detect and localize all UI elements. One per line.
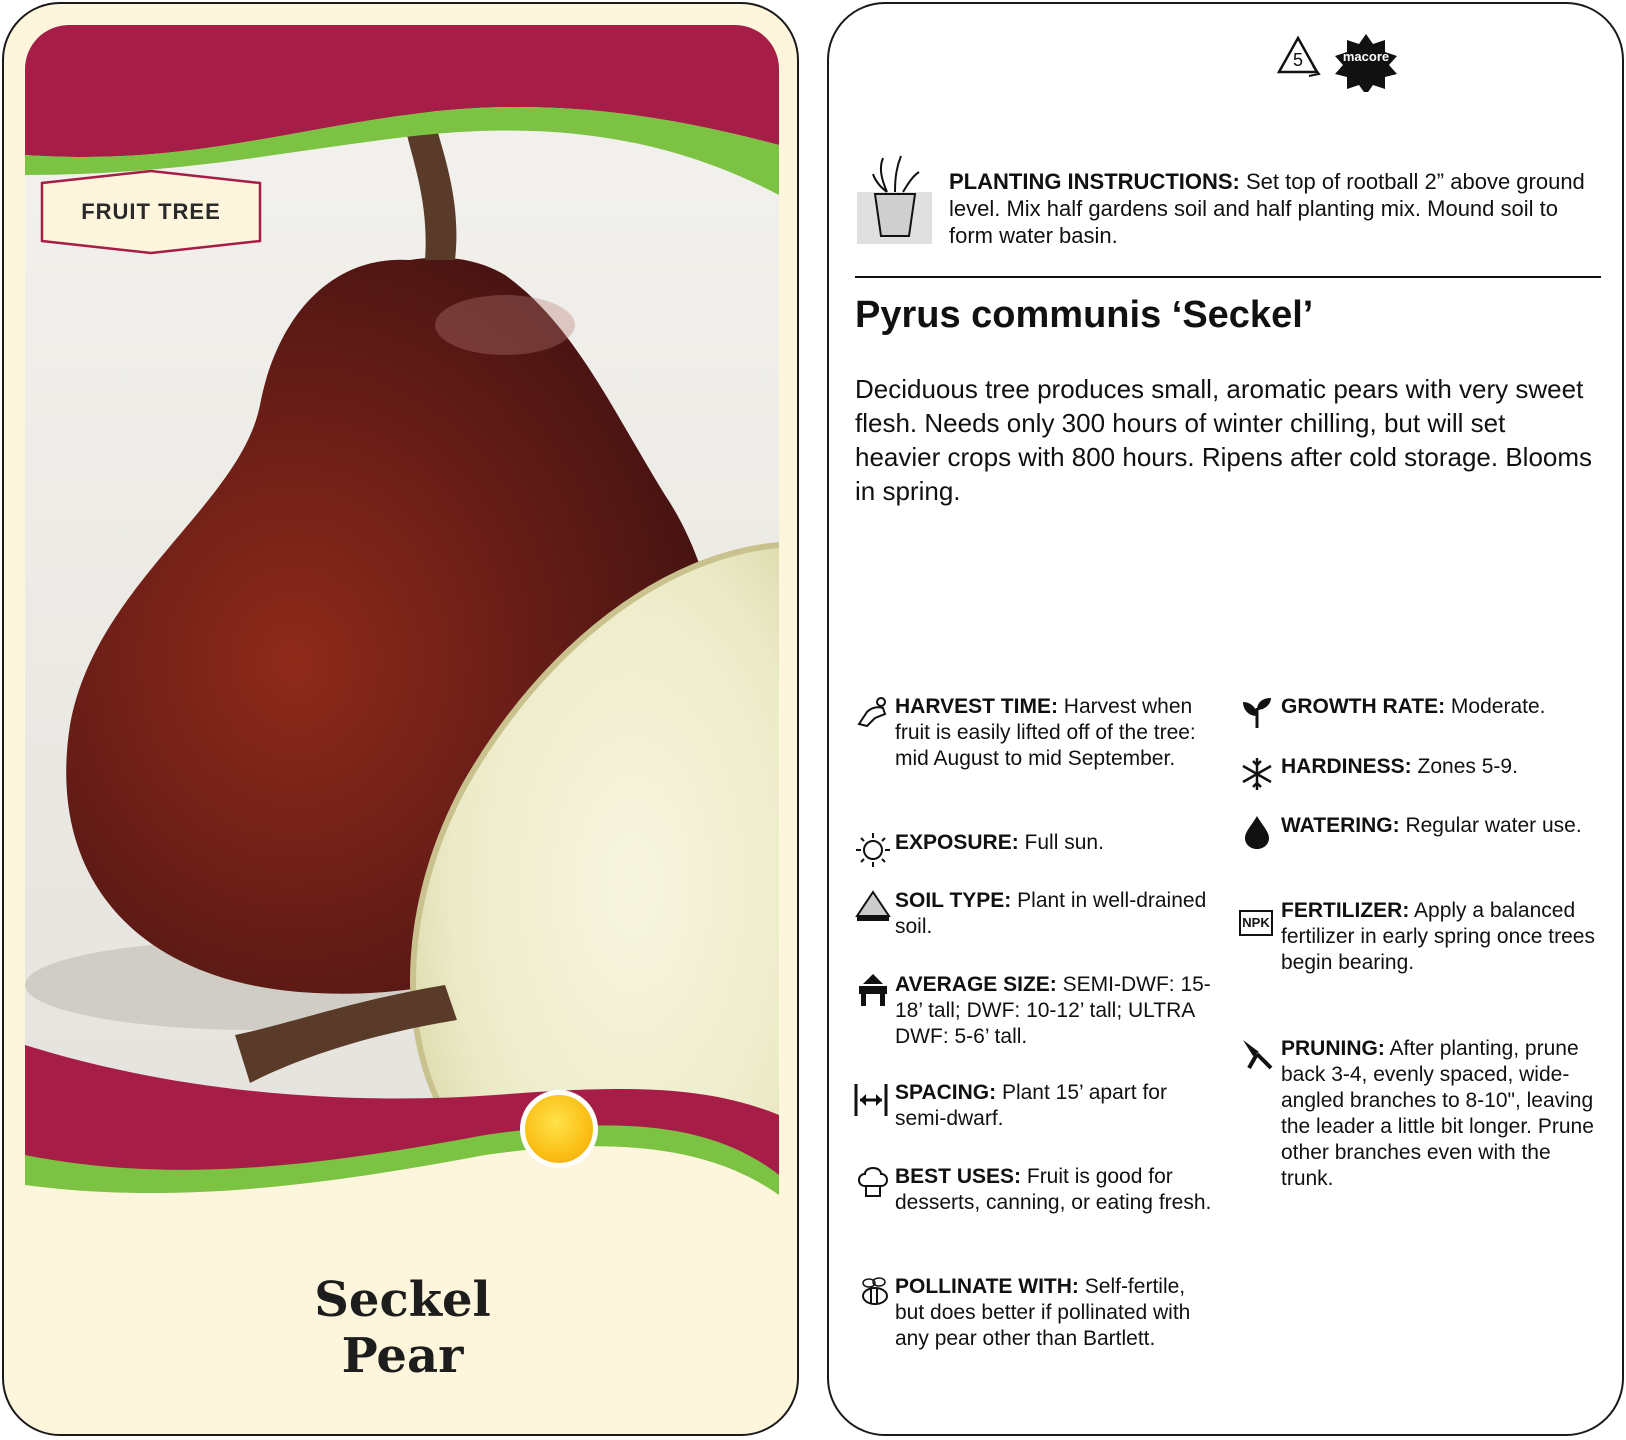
attr-spacing-text: Plant 15’ apart for semi-dwarf. (895, 1081, 1167, 1130)
attr-growth-rate (1281, 694, 1601, 720)
attr-best-uses-text: Fruit is good for desserts, canning, or eating fresh. (895, 1165, 1212, 1214)
soil-icon (855, 888, 891, 924)
harvest-hand-icon (855, 694, 891, 730)
attr-soil-type (895, 888, 1215, 940)
macore-label: macore (1342, 49, 1390, 64)
attr-spacing (895, 1080, 1215, 1132)
attr-fertilizer (1281, 898, 1601, 976)
planting-instructions (949, 168, 1589, 249)
attr-growth-rate-label: GROWTH RATE: (1281, 695, 1446, 718)
plant-common-name (4, 1272, 799, 1384)
chef-hat-icon (855, 1164, 891, 1200)
npk-icon: NPK (1239, 910, 1273, 936)
attr-pollinate-with-text: Self-fertile, but does better if pollinated with any pear other than Bartlett. (895, 1275, 1191, 1350)
attr-pollinate-with (895, 1274, 1215, 1352)
attr-growth-rate-text: Moderate. (1445, 695, 1546, 718)
planting-label: PLANTING INSTRUCTIONS: (949, 169, 1240, 194)
potted-plant-icon (857, 154, 932, 244)
category-badge (40, 169, 262, 255)
planting-text: Set top of rootball 2” above ground level. Mix half gardens soil and half planting mix. Mound soil to form water basin. (949, 169, 1585, 248)
recycle-number: 5 (1292, 50, 1303, 70)
attr-watering-text: Regular water use. (1399, 814, 1582, 837)
attr-hardiness-label: HARDINESS: (1281, 755, 1412, 778)
attr-pruning-text: After planting, prune back 3-4, evenly spaced, wide-angled branches to 8-10", leaving the leader a little bit longer. Prune other branches even with the trunk. (1281, 1037, 1594, 1190)
attr-fertilizer-label: FERTILIZER: (1281, 899, 1410, 922)
attr-best-uses-label: BEST USES: (895, 1165, 1022, 1188)
spacing-icon (853, 1082, 889, 1118)
attr-harvest-time (895, 694, 1215, 772)
sprout-icon (1239, 694, 1275, 730)
attr-harvest-time-label: HARVEST TIME: (895, 695, 1058, 718)
plant-description: Deciduous tree produces small, aromatic pears with very sweet flesh. Needs only 300 hours of winter chilling, but will set heavier crops with 800 hours. Ripens after cold storage. Blooms in spring. (855, 374, 1593, 506)
attr-watering (1281, 813, 1601, 839)
plant-name-line2: Pear (341, 1328, 464, 1384)
attr-exposure-label: EXPOSURE: (895, 831, 1019, 854)
attr-best-uses (895, 1164, 1215, 1216)
size-icon (855, 972, 891, 1008)
attr-soil-type-text: Plant in well-drained soil. (895, 889, 1207, 938)
attr-pollinate-with-label: POLLINATE WITH: (895, 1275, 1079, 1298)
attr-watering-label: WATERING: (1281, 814, 1400, 837)
attr-spacing-label: SPACING: (895, 1081, 997, 1104)
back-card (827, 2, 1624, 1436)
attr-harvest-time-text: Harvest when fruit is easily lifted off of the tree: mid August to mid September. (895, 695, 1196, 770)
pruners-icon (1239, 1036, 1275, 1072)
attr-average-size-label: AVERAGE SIZE: (895, 973, 1057, 996)
attr-hardiness-text: Zones 5-9. (1411, 755, 1518, 778)
full-sun-dot-icon (520, 1090, 598, 1168)
attr-average-size-text: SEMI-DWF: 15-18’ tall; DWF: 10-12’ tall; ULTRA DWF: 5-6’ tall. (895, 973, 1211, 1048)
attr-exposure (895, 830, 1215, 856)
snowflake-icon (1239, 756, 1275, 792)
attr-soil-type-label: SOIL TYPE: (895, 889, 1012, 912)
bee-icon (855, 1274, 891, 1310)
section-divider (855, 276, 1601, 278)
attr-average-size (895, 972, 1215, 1050)
attr-hardiness (1281, 754, 1601, 780)
attr-pruning-label: PRUNING: (1281, 1037, 1385, 1060)
plant-name-line1: Seckel (314, 1272, 491, 1328)
front-card (2, 2, 799, 1436)
sun-icon (855, 832, 891, 868)
category-badge-label: FRUIT TREE (81, 199, 221, 224)
attr-exposure-text: Full sun. (1018, 831, 1104, 854)
attr-fertilizer-text: Apply a balanced fertilizer in early spring once trees begin bearing. (1281, 899, 1595, 974)
logo-group (1273, 32, 1413, 92)
water-drop-icon (1239, 814, 1275, 850)
botanical-name: Pyrus communis ‘Seckel’ (855, 294, 1314, 336)
attr-pruning (1281, 1036, 1601, 1192)
